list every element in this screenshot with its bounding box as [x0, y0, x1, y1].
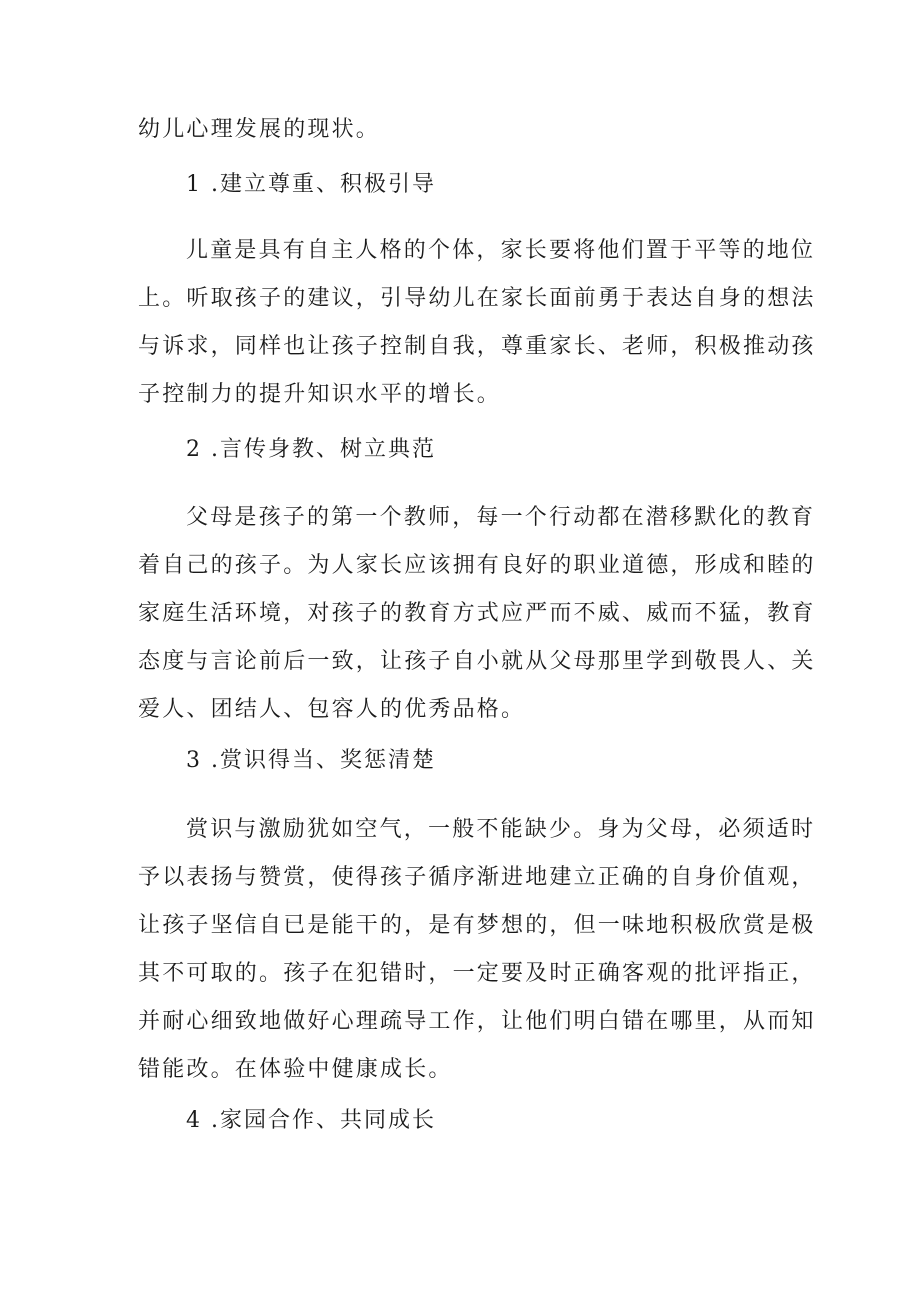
paragraph-line: 着自己的孩子。为人家长应该拥有良好的职业道德，形成和睦的	[138, 553, 816, 578]
paragraph-line: 父母是孩子的第一个教师，每一个行动都在潜移默化的教育	[186, 505, 816, 530]
section-paragraph-1	[138, 227, 816, 419]
paragraph-line: 赏识与激励犹如空气，一般不能缺少。身为父母，必须适时	[186, 817, 816, 842]
paragraph-line: 幼儿心理发展的现状。	[138, 117, 381, 142]
paragraph-line: 爱人、团结人、包容人的优秀品格。	[138, 697, 526, 722]
paragraph-line: 予以表扬与赞赏，使得孩子循序渐进地建立正确的自身价值观，	[138, 865, 816, 890]
paragraph-line: 子控制力的提升知识水平的增长。	[138, 382, 502, 407]
paragraph-line: 家庭生活环境，对孩子的教育方式应严而不威、威而不猛，教育	[138, 601, 816, 626]
intro-paragraph	[138, 106, 798, 154]
section-heading-4: 4 .家园合作、共同成长	[186, 1108, 436, 1133]
section-heading-2: 2 .言传身教、树立典范	[186, 437, 436, 462]
paragraph-line: 让孩子坚信自已是能干的，是有梦想的，但一味地积极欣赏是极	[138, 913, 816, 938]
paragraph-line: 错能改。在体验中健康成长。	[138, 1057, 453, 1082]
paragraph-line: 与诉求，同样也让孩子控制自我，尊重家长、老师，积极推动孩	[138, 334, 816, 359]
paragraph-line: 态度与言论前后一致，让孩子自小就从父母那里学到敬畏人、关	[138, 649, 816, 674]
paragraph-line: 儿童是具有自主人格的个体，家长要将他们置于平等的地位	[186, 238, 816, 263]
paragraph-line: 其不可取的。孩子在犯错时，一定要及时正确客观的批评指正，	[138, 961, 816, 986]
section-heading-3: 3 .赏识得当、奖惩清楚	[186, 748, 436, 773]
section-paragraph-3	[138, 806, 816, 1094]
paragraph-line: 上。听取孩子的建议，引导幼儿在家长面前勇于表达自身的想法	[138, 286, 816, 311]
section-paragraph-2	[138, 494, 816, 734]
section-heading-1: 1 .建立尊重、积极引导	[186, 172, 436, 197]
paragraph-line: 并耐心细致地做好心理疏导工作，让他们明白错在哪里，从而知	[138, 1009, 816, 1034]
